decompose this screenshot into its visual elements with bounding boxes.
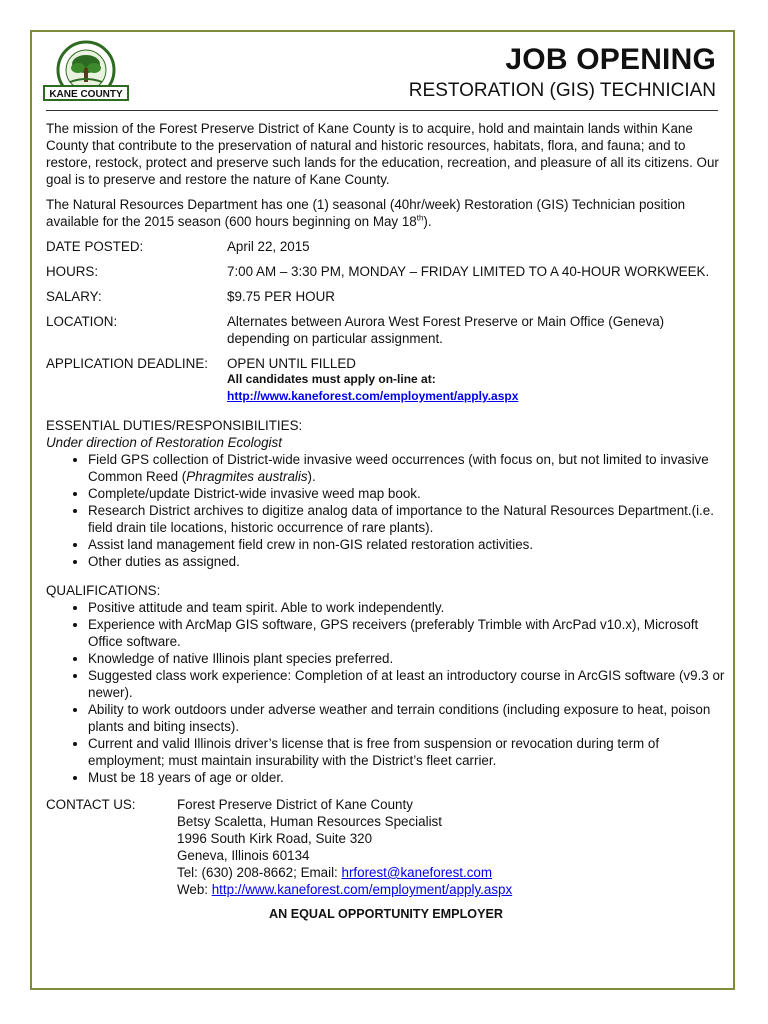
- qualifications-heading: QUALIFICATIONS:: [46, 583, 161, 598]
- document-body: [46, 120, 726, 923]
- salary-value: $9.75 PER HOUR: [227, 289, 335, 304]
- header-divider: [46, 110, 718, 111]
- location-row: [46, 313, 726, 347]
- contact-label: CONTACT US:: [46, 797, 136, 812]
- deadline-block: [227, 355, 726, 405]
- hours-value: 7:00 AM – 3:30 PM, MONDAY – FRIDAY LIMITED TO A 40-HOUR WORKWEEK.: [227, 264, 710, 279]
- location-value: Alternates between Aurora West Forest Preserve or Main Office (Geneva) depending on particular assignment.: [227, 314, 665, 346]
- web-link[interactable]: http://www.kaneforest.com/employment/apply.aspx: [211, 882, 513, 897]
- contact-street: 1996 South Kirk Road, Suite 320: [177, 831, 373, 846]
- apply-link[interactable]: http://www.kaneforest.com/employment/apply.aspx: [227, 389, 519, 403]
- contact-tel: Tel: (630) 208-8662; Email: hrforest@kaneforest.com: [177, 865, 493, 880]
- salary-label: SALARY:: [46, 289, 102, 304]
- list-item: • Suggested class work experience: Completion of at least an introductory course in ArcGIS software (v9.3 or newer).: [88, 667, 726, 701]
- contact-org: Forest Preserve District of Kane County: [177, 797, 413, 812]
- hours-row: [46, 263, 726, 280]
- contact-web: Web: http://www.kaneforest.com/employment/apply.aspx: [177, 882, 513, 897]
- duties-list: [46, 451, 726, 570]
- list-item: • Positive attitude and team spirit. Able to work independently.: [88, 599, 726, 616]
- contact-section: [46, 796, 726, 898]
- deadline-label: APPLICATION DEADLINE:: [46, 356, 208, 371]
- list-item: • Assist land management field crew in non-GIS related restoration activities.: [88, 536, 726, 553]
- duties-subheading: Under direction of Restoration Ecologist: [46, 435, 282, 450]
- logo-banner-text: KANE COUNTY: [49, 89, 123, 100]
- qualifications-list: [46, 599, 726, 786]
- position-paragraph: The Natural Resources Department has one (1) seasonal (40hr/week) Restoration (GIS) Technician position available for the 2015 season (600 hours beginning on May 18th).: [46, 197, 686, 229]
- list-item: • Current and valid Illinois driver’s license that is free from suspension or revocation during term of employment; must maintain insurability with the District’s fleet carrier.: [88, 735, 726, 769]
- deadline-row: [46, 355, 726, 405]
- page-title: JOB OPENING: [505, 43, 716, 76]
- deadline-value: OPEN UNTIL FILLED: [227, 356, 356, 371]
- job-title: RESTORATION (GIS) TECHNICIAN: [408, 80, 716, 101]
- apply-note: All candidates must apply on-line at:: [227, 372, 436, 386]
- list-item: • Other duties as assigned.: [88, 553, 726, 570]
- list-item: • Field GPS collection of District-wide invasive weed occurrences (with focus on, but not limited to invasive Common Reed (Phragmites australis).: [88, 451, 726, 485]
- list-item: • Research District archives to digitize analog data of importance to the Natural Resources Department.(i.e. field drain tile locations, historic occurrence of rare plants).: [88, 502, 726, 536]
- mission-paragraph: The mission of the Forest Preserve District of Kane County is to acquire, hold and maintain lands within Kane County that contribute to the preservation of natural and historic resources, habitats, flora, and fauna; and to restore, restock, protect and preserve such lands for the education, recreation, and pleasure of all its citizens. Our goal is to preserve and restore the nature of Kane County.: [46, 121, 719, 187]
- header: [409, 42, 716, 102]
- kane-county-logo: [40, 40, 132, 106]
- list-item: • Must be 18 years of age or older.: [88, 769, 726, 786]
- email-link[interactable]: hrforest@kaneforest.com: [341, 865, 493, 880]
- list-item: • Experience with ArcMap GIS software, GPS receivers (preferably Trimble with ArcPad v10.x), Microsoft Office software.: [88, 616, 726, 650]
- date-posted-value: April 22, 2015: [227, 239, 310, 254]
- qualifications-section: [46, 582, 726, 786]
- list-item: • Knowledge of native Illinois plant species preferred.: [88, 650, 726, 667]
- list-item: • Complete/update District-wide invasive weed map book.: [88, 485, 726, 502]
- list-item: • Ability to work outdoors under adverse weather and terrain conditions (including exposure to heat, poison plants and biting insects).: [88, 701, 726, 735]
- location-label: LOCATION:: [46, 314, 118, 329]
- date-posted-label: DATE POSTED:: [46, 239, 144, 254]
- duties-heading: ESSENTIAL DUTIES/RESPONSIBILITIES:: [46, 418, 303, 433]
- hours-label: HOURS:: [46, 264, 99, 279]
- salary-row: [46, 288, 726, 305]
- contact-details: [177, 796, 726, 898]
- duties-section: [46, 417, 726, 570]
- equal-opportunity-footer: AN EQUAL OPPORTUNITY EMPLOYER: [269, 907, 503, 921]
- date-posted-row: [46, 238, 726, 255]
- contact-city: Geneva, Illinois 60134: [177, 848, 310, 863]
- contact-person: Betsy Scaletta, Human Resources Specialist: [177, 814, 442, 829]
